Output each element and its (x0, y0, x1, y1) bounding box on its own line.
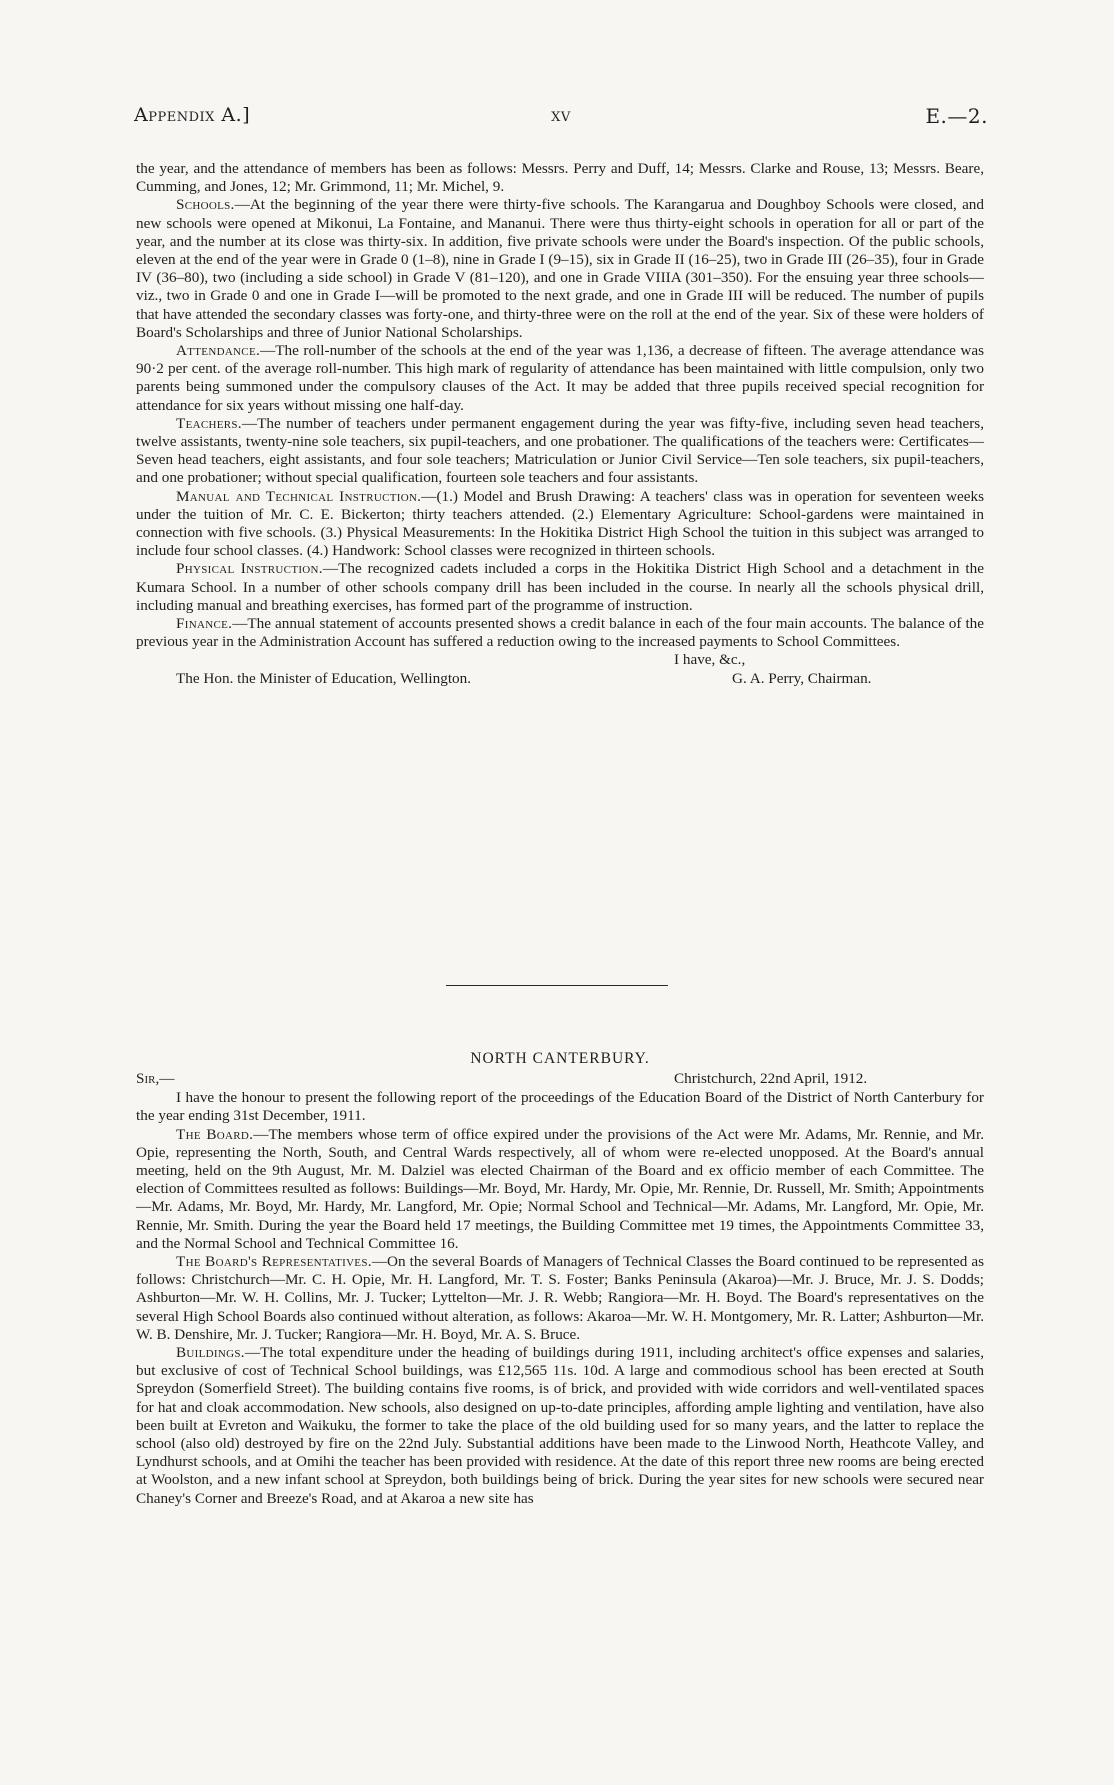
salutation: Sir,— (136, 1070, 175, 1088)
page-header (134, 104, 988, 134)
header-page-number: xv (551, 104, 571, 126)
representatives-label: The Board's Representatives. (176, 1253, 372, 1271)
addressee: The Hon. the Minister of Education, Wellington. (176, 669, 472, 687)
signature-row (136, 670, 984, 689)
westland-report-section (136, 160, 984, 689)
paragraph-attendance-of-members: the year, and the attendance of members has been as follows: Messrs. Perry and Duff, 14; Messrs. Clarke and Rouse, 13; Messrs. Beare, Cumming, and Jones, 12; Mr. Grimmond, 11; Mr. Michel, 9. (136, 160, 984, 196)
closing-line: I have, &c., (674, 651, 746, 669)
paragraph-schools (136, 196, 984, 342)
attendance-label: Attendance. (176, 342, 261, 360)
paragraph-intro: I have the honour to present the following report of the proceedings of the Education Board of the District of North Canterbury for the year ending 31st December, 1911. (136, 1089, 984, 1125)
signature: G. A. Perry, Chairman. (732, 669, 872, 687)
teachers-label: Teachers. (176, 414, 242, 432)
header-document-code: E.—2. (925, 104, 988, 128)
paragraph-teachers (136, 415, 984, 488)
paragraph-attendance (136, 342, 984, 415)
schools-label: Schools. (176, 196, 235, 214)
header-appendix: Appendix A.] (134, 104, 251, 126)
manual-label: Manual and Technical Instruction. (176, 487, 422, 505)
physical-text: —The recognized cadets included a corps in the Hokitika District High School and a detachment in the Kumara School. In a number of other schools company drill has been included in the course. In nearly all the schools physical drill, including manual and breathing exercises, has formed part of the programme of instruction. (136, 560, 984, 614)
paragraph-the-board (136, 1126, 984, 1253)
salutation-row (136, 1070, 984, 1089)
place-date: Christchurch, 22nd April, 1912. (674, 1070, 868, 1088)
teachers-text: —The number of teachers under permanent engagement during the year was fifty-five, including seven head teachers, twelve assistants, twenty-nine sole teachers, six pupil-teachers, and one probationer. The qualifications of the teachers were: Certificates—Seven head teachers, eight assistants, and four sole teachers; Matriculation or Junior Civil Service—Ten sole teachers, six pupil-teachers, and one probationer; without special qualification, fourteen sole teachers and four assistants. (136, 414, 984, 487)
section-divider (446, 985, 668, 986)
paragraph-physical-instruction (136, 560, 984, 615)
paragraph-finance (136, 615, 984, 651)
board-text: —The members whose term of office expired under the provisions of the Act were Mr. Adams, Mr. Rennie, and Mr. Opie, representing the North, South, and Central Wards respectively, all of whom were re-elected unopposed. At the Board's annual meeting, held on the 9th August, Mr. M. Dalziel was elected Chairman of the Board and ex officio member of each Committee. The election of Committees resulted as follows: Buildings—Mr. Boyd, Mr. Hardy, Mr. Opie, Mr. Rennie, Dr. Russell, Mr. Smith; Appointments—Mr. Adams, Mr. Boyd, Mr. Hardy, Mr. Langford, Mr. Opie; Normal School and Technical—Mr. Adams, Mr. Langford, Mr. Opie, Mr. Rennie, Mr. Smith. During the year the Board held 17 meetings, the Building Committee met 19 times, the Appointments Committee 33, and the Normal School and Technical Committee 16. (136, 1125, 984, 1252)
buildings-text: —The total expenditure under the heading of buildings during 1911, including architect's office expenses and salaries, but exclusive of cost of Technical School buildings, was £12,565 11s. 10d. A large and commodious school has been erected at South Spreydon (Somerfield Street). The building contains five rooms, is of brick, and provided with wide corridors and well-ventilated spaces for hat and cloak accommodation. New schools, also designed on up-to-date principles, affording ample lighting and ventilation, have also been built at Evreton and Waikuku, the former to take the place of the old building used for so many years, and the latter to replace the school (also old) destroyed by fire on the 22nd July. Substantial additions have been made to the Linwood North, Heathcote Valley, and Lyndhurst schools, and at Omihi the teacher has been provided with residence. At the date of this report three new rooms are being erected at Woolston, and a new infant school at Spreydon, both buildings being of brick. During the year sites for new schools were secured near Chaney's Corner and Breeze's Road, and at Akaroa a new site has (136, 1344, 984, 1507)
paragraph-manual-technical (136, 488, 984, 561)
board-label: The Board. (176, 1125, 254, 1143)
paragraph-representatives (136, 1253, 984, 1344)
representatives-text: —On the several Boards of Managers of Technical Classes the Board continued to be represented as follows: Christchurch—Mr. C. H. Opie, Mr. H. Langford, Mr. T. S. Foster; Banks Peninsula (Akaroa)—Mr. J. Bruce, Mr. J. S. Dodds; Ashburton—Mr. W. H. Collins, Mr. J. Tucker; Lyttelton—Mr. J. R. Webb; Rangiora—Mr. H. Boyd. The Board's representatives on the several High School Boards also continued without alteration, as follows: Akaroa—Mr. W. H. Montgomery, Mr. R. Latter; Ashburton—Mr. W. B. Denshire, Mr. J. Tucker; Rangiora—Mr. H. Boyd, Mr. A. S. Bruce. (136, 1253, 984, 1343)
schools-text: —At the beginning of the year there were thirty-five schools. The Karangarua and Doughboy Schools were closed, and new schools were opened at Mikonui, La Fontaine, and Mananui. There were thus thirty-eight schools in operation for all or part of the year, and the number at its close was thirty-six. In addition, five private schools were under the Board's inspection. Of the public schools, eleven at the end of the year were in Grade 0 (1–8), nine in Grade I (9–15), six in Grade II (16–25), two in Grade III (26–35), four in Grade IV (36–80), two (including a side school) in Grade V (81–120), and one in Grade VIIIA (301–350). For the ensuing year three schools—viz., two in Grade 0 and one in Grade I—will be promoted to the next grade, and one in Grade III will be reduced. The number of pupils that have attended the secondary classes was forty-one, and thirty-three were on the roll at the end of the year. Six of these were holders of Board's Scholarships and three of Junior National Scholarships. (136, 196, 984, 341)
finance-label: Finance. (176, 615, 233, 633)
section-heading: NORTH CANTERBURY. (470, 1050, 650, 1067)
paragraph-buildings (136, 1344, 984, 1508)
north-canterbury-section (136, 1050, 984, 1508)
attendance-text: —The roll-number of the schools at the end of the year was 1,136, a decrease of fifteen. The average attendance was 90·2 per cent. of the average roll-number. This high mark of regularity of attendance has been maintained with little compulsion, only two parents being summoned under the compulsory clauses of the Act. It may be added that three pupils received special recognition for attendance for six years without missing one half-day. (136, 342, 984, 414)
physical-label: Physical Instruction. (176, 560, 323, 578)
finance-text: —The annual statement of accounts presented shows a credit balance in each of the four main accounts. The balance of the previous year in the Administration Account has suffered a reduction owing to the increased payments to School Committees. (136, 615, 984, 651)
buildings-label: Buildings. (176, 1344, 245, 1362)
manual-text: —(1.) Model and Brush Drawing: A teachers' class was in operation for seventeen weeks under the tuition of Mr. C. E. Bickerton; thirty teachers attended. (2.) Elementary Agriculture: School-gardens were maintained in connection with five schools. (3.) Physical Measurements: In the Hokitika District High School the tuition in this subject was arranged to include four school classes. (4.) Handwork: School classes were recognized in thirteen schools. (136, 487, 984, 560)
